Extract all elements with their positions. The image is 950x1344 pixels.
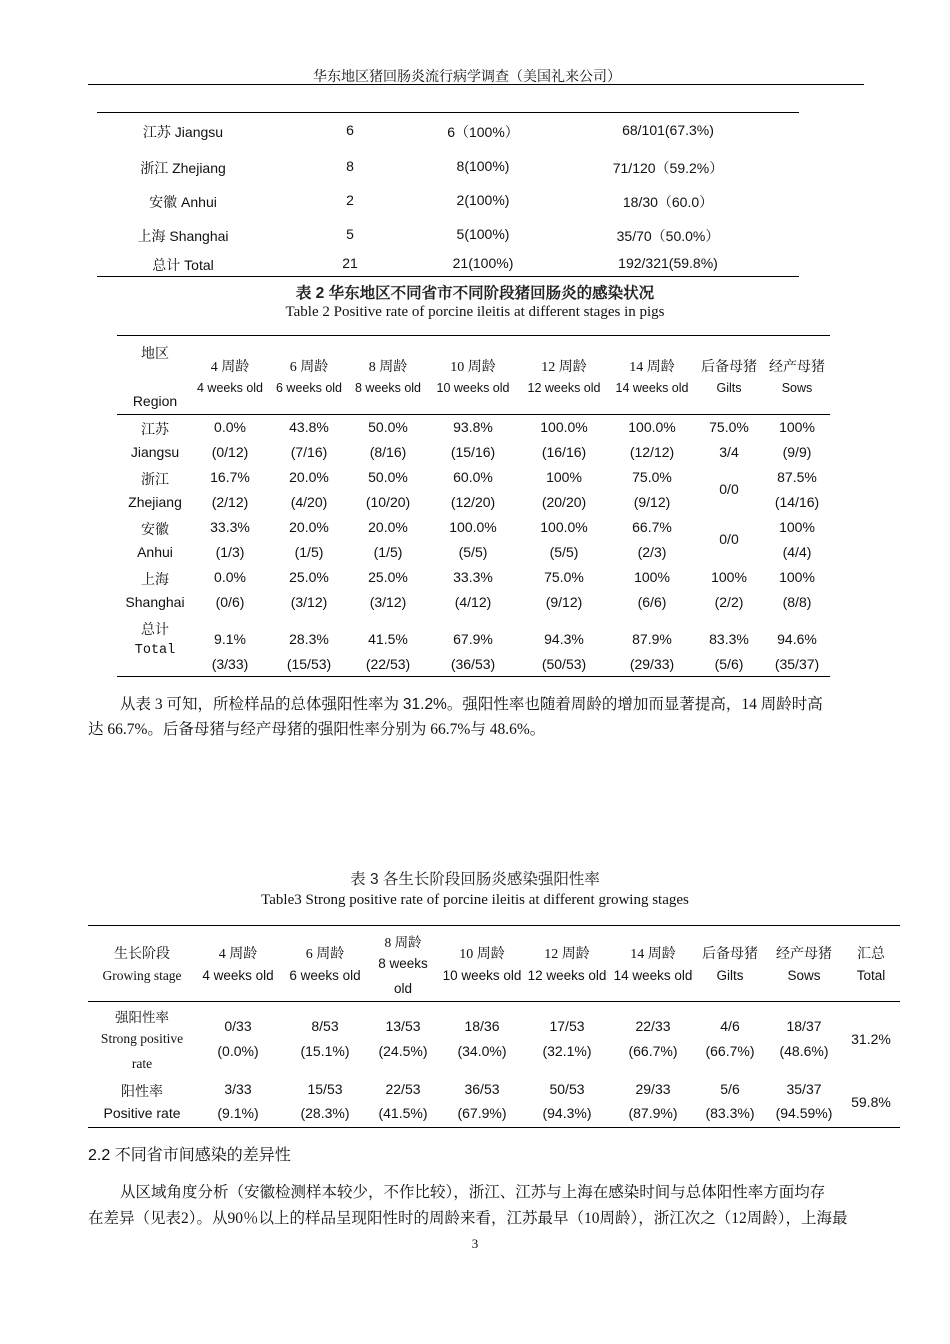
paragraph-2-line-1: 从区域角度分析（安徽检测样本较少，不作比较），浙江、江苏与上海在感染时间与总体阳性率方面均存 — [120, 1184, 826, 1201]
table3-strong-label-en: Strong positive — [100, 1031, 184, 1046]
table3-strong-frac: 17/53 — [549, 1018, 585, 1034]
table3-positive-frac: 15/53 — [307, 1081, 343, 1097]
table3-header-cn: 8 周龄 — [384, 935, 422, 950]
table1-cell-farms: 6 — [346, 122, 354, 138]
table1-cell-samples: 35/70（50.0%） — [616, 228, 720, 244]
table2-cell-frac: (8/16) — [369, 444, 407, 460]
table3-header-cn: 生长阶段 — [114, 947, 170, 962]
table3-caption-en: Table3 Strong positive rate of porcine ileitis at different growing stages — [261, 892, 689, 908]
paragraph-1-line-1 — [120, 692, 823, 714]
table3-strong-label-en2: rate — [131, 1056, 153, 1071]
table2-cell-frac: (50/53) — [541, 656, 587, 672]
table3-strong-frac: 22/33 — [635, 1018, 671, 1034]
table2-row-label-en: Shanghai — [125, 594, 185, 610]
table3-strong-pct: (15.1%) — [300, 1043, 350, 1059]
table2-cell-pct: 87.5% — [777, 469, 817, 485]
para1-strong-rate: 31.2% — [402, 696, 447, 713]
table3-header-cn: 经产母猪 — [776, 947, 832, 962]
table1-cell-positive_farms: 2(100%) — [456, 192, 510, 208]
table3-header-en-extra: old — [393, 981, 413, 996]
table2-header-en: 14 weeks old — [615, 381, 689, 395]
table2-cell-frac: (0/12) — [211, 444, 249, 460]
table2-cell-pct: 20.0% — [368, 519, 408, 535]
table3-strong-pct: (66.7%) — [628, 1043, 678, 1059]
table3-header-en: 6 weeks old — [289, 968, 361, 983]
table2-cell-frac: (10/20) — [365, 494, 411, 510]
table2-cell-pct: 100% — [779, 519, 815, 535]
table3-header-cn: 12 周龄 — [544, 947, 590, 962]
table3-strong-pct: (24.5%) — [378, 1043, 428, 1059]
table2-row-label-cn: 上海 — [141, 573, 169, 588]
table3-header-cn: 10 周龄 — [459, 947, 505, 962]
table2-cell-pct: 50.0% — [368, 419, 408, 435]
table3-header-cn: 后备母猪 — [702, 947, 758, 962]
table2-header-en: 10 weeks old — [436, 381, 510, 395]
table3-strong-frac: 8/53 — [311, 1018, 339, 1034]
table3-header-en: Total — [856, 968, 886, 983]
table1-cell-farms: 21 — [342, 255, 358, 271]
table3-positive-pct: (83.3%) — [705, 1105, 755, 1121]
table3-header-en: 10 weeks old — [442, 968, 522, 983]
table2-cell-pct: 100.0% — [540, 419, 588, 435]
table2-header-rule — [117, 414, 830, 415]
table2-row-label-en: Jiangsu — [130, 444, 180, 460]
table2-row-label-en: Total — [134, 643, 176, 658]
table3-strong-frac: 13/53 — [385, 1018, 421, 1034]
para1-text-a: 从表 3 可知，所检样品的总体强阳性率为 — [120, 696, 403, 713]
table1-cell-farms: 5 — [346, 226, 354, 242]
table1-cell-region: 江苏 Jiangsu — [142, 124, 224, 140]
table2-cell-frac: (36/53) — [450, 656, 496, 672]
table3-positive-label-en: Positive rate — [103, 1105, 181, 1121]
table2-cell-frac: (20/20) — [541, 494, 587, 510]
table2-cell-pct: 83.3% — [709, 631, 749, 647]
section-heading: 2.2 不同省市间感染的差异性 — [88, 1147, 291, 1164]
table3-positive-frac: 5/6 — [720, 1081, 740, 1097]
table2-cell-pct: 20.0% — [289, 469, 329, 485]
table2-header-cn: 14 周龄 — [629, 360, 675, 375]
table3-positive-frac: 35/37 — [786, 1081, 822, 1097]
table2-cell-frac: (4/20) — [290, 494, 328, 510]
table3-header-en: Gilts — [716, 968, 744, 983]
table1-cell-region: 浙江 Zhejiang — [140, 160, 226, 176]
table3-header-cn: 14 周龄 — [630, 947, 676, 962]
table1-cell-farms: 8 — [346, 158, 354, 174]
table1-cell-region: 安徽 Anhui — [149, 194, 217, 210]
table3-header-en: 8 weeks — [378, 956, 428, 971]
table2-cell-gilts: 0/0 — [719, 531, 739, 547]
table2-cell-frac: (12/12) — [629, 444, 675, 460]
table2-cell-pct: 100.0% — [449, 519, 497, 535]
table3-positive-label-cn: 阳性率 — [121, 1085, 163, 1100]
table3-positive-pct: (87.9%) — [628, 1105, 678, 1121]
table2-cell-pct: 33.3% — [453, 569, 493, 585]
table3-positive-pct: (94.3%) — [542, 1105, 592, 1121]
header-rule — [88, 84, 864, 85]
table2-caption-cn: 表 2 华东地区不同省市不同阶段猪回肠炎的感染状况 — [295, 285, 655, 302]
table3-bottom-rule — [88, 1127, 900, 1128]
table2-cell-frac: (2/12) — [211, 494, 249, 510]
table3-strong-pct: (32.1%) — [542, 1043, 592, 1059]
table1-cell-region: 上海 Shanghai — [137, 228, 229, 244]
table3-positive-pct: (41.5%) — [378, 1105, 428, 1121]
table2-cell-frac: (8/8) — [782, 594, 812, 610]
table2-cell-pct: 75.0% — [709, 419, 749, 435]
table3-header-en: Sows — [787, 968, 821, 983]
table3-positive-pct: (28.3%) — [300, 1105, 350, 1121]
table2-cell-pct: 0.0% — [214, 419, 246, 435]
table2-header-en: 4 weeks old — [196, 381, 264, 395]
table2-cell-pct: 100% — [546, 469, 582, 485]
table1-cell-positive_farms: 6（100%） — [447, 124, 519, 140]
para1-text-c: 。强阳性率也随着周龄的增加而显著提高，14 周龄时高 — [446, 696, 823, 713]
table3-header-cn: 6 周龄 — [305, 947, 345, 962]
table2-cell-pct: 100% — [779, 419, 815, 435]
table3-caption-cn: 表 3 各生长阶段回肠炎感染强阳性率 — [350, 871, 600, 888]
table2-header-cn: 4 周龄 — [210, 360, 250, 375]
table2-cell-pct: 50.0% — [368, 469, 408, 485]
table2-cell-frac: (35/37) — [774, 656, 820, 672]
table2-cell-frac: (3/12) — [290, 594, 328, 610]
table1-cell-samples: 71/120（59.2%） — [612, 160, 724, 176]
table1-bottom-rule — [97, 276, 799, 277]
table2-cell-frac: (2/2) — [714, 594, 744, 610]
table2-cell-pct: 20.0% — [289, 519, 329, 535]
table2-cell-pct: 100.0% — [540, 519, 588, 535]
table2-header-en: Sows — [781, 381, 813, 395]
table3-header-rule — [88, 1001, 900, 1002]
table2-header-en: 12 weeks old — [527, 381, 601, 395]
table3-positive-frac: 36/53 — [464, 1081, 500, 1097]
table2-cell-frac: (29/33) — [629, 656, 675, 672]
table2-cell-frac: (14/16) — [774, 494, 820, 510]
table2-header-cn: 12 周龄 — [541, 360, 587, 375]
table2-cell-pct: 25.0% — [289, 569, 329, 585]
table2-row-label-cn: 安徽 — [141, 523, 169, 538]
table3-header-cn: 4 周龄 — [218, 947, 258, 962]
table2-cell-frac: (1/5) — [294, 544, 324, 560]
table2-cell-pct: 0.0% — [214, 569, 246, 585]
table3-top-rule — [88, 925, 900, 926]
table2-row-label-cn: 总计 — [141, 623, 169, 638]
table2-header-region-en: Region — [132, 393, 178, 409]
table2-header-en: Gilts — [716, 381, 742, 395]
table2-row-label-cn: 江苏 — [141, 423, 169, 438]
table3-strong-pct: (66.7%) — [705, 1043, 755, 1059]
table3-positive-total: 59.8% — [851, 1094, 891, 1110]
table3-positive-frac: 29/33 — [635, 1081, 671, 1097]
table2-cell-pct: 100% — [634, 569, 670, 585]
table2-row-label-cn: 浙江 — [141, 473, 169, 488]
table2-header-en: 8 weeks old — [354, 381, 422, 395]
table2-cell-frac: (15/16) — [450, 444, 496, 460]
table2-cell-pct: 87.9% — [632, 631, 672, 647]
table2-cell-pct: 94.3% — [544, 631, 584, 647]
table2-cell-pct: 43.8% — [289, 419, 329, 435]
table2-cell-frac: (6/6) — [637, 594, 667, 610]
paragraph-1-line-2: 达 66.7%。后备母猪与经产母猪的强阳性率分别为 66.7%与 48.6%。 — [88, 721, 546, 738]
table1-cell-samples: 18/30（60.0） — [622, 194, 714, 210]
table1-cell-region: 总计 Total — [152, 257, 214, 273]
table1-top-rule — [97, 112, 799, 113]
table2-cell-pct: 41.5% — [368, 631, 408, 647]
table3-positive-frac: 22/53 — [385, 1081, 421, 1097]
table1-cell-positive_farms: 21(100%) — [452, 255, 514, 271]
table2-cell-pct: 16.7% — [210, 469, 250, 485]
table2-cell-pct: 33.3% — [210, 519, 250, 535]
table2-cell-pct: 60.0% — [453, 469, 493, 485]
table3-header-en: 14 weeks old — [613, 968, 693, 983]
table2-bottom-rule — [117, 676, 830, 677]
table3-positive-frac: 3/33 — [224, 1081, 252, 1097]
table2-row-label-en: Zhejiang — [128, 494, 182, 510]
table2-cell-frac: (7/16) — [290, 444, 328, 460]
table3-positive-frac: 50/53 — [549, 1081, 585, 1097]
table2-header-cn: 8 周龄 — [368, 360, 408, 375]
table2-cell-pct: 100% — [711, 569, 747, 585]
table2-cell-frac: (16/16) — [541, 444, 587, 460]
table2-cell-frac: (1/5) — [373, 544, 403, 560]
table3-strong-pct: (0.0%) — [217, 1043, 259, 1059]
table2-cell-frac: (9/12) — [633, 494, 671, 510]
table2-cell-pct: 25.0% — [368, 569, 408, 585]
paragraph-2-line-2: 在差异（见表2）。从90％以上的样品呈现阳性时的周龄来看，江苏最早（10周龄），浙江次之（12周龄），上海最 — [88, 1210, 848, 1227]
table2-top-rule — [117, 335, 830, 336]
table2-header-region-cn: 地区 — [141, 347, 169, 362]
table2-header-cn: 6 周龄 — [289, 360, 329, 375]
table3-positive-pct: (67.9%) — [457, 1105, 507, 1121]
table2-cell-frac: (4/12) — [454, 594, 492, 610]
running-header: 华东地区猪回肠炎流行病学调查（美国礼来公司） — [313, 70, 621, 85]
table3-strong-frac: 18/36 — [464, 1018, 500, 1034]
table2-cell-frac: (5/6) — [714, 656, 744, 672]
table2-cell-gilts: 0/0 — [719, 481, 739, 497]
table3-strong-frac: 18/37 — [786, 1018, 822, 1034]
table2-cell-pct: 100.0% — [628, 419, 676, 435]
table2-cell-pct: 94.6% — [777, 631, 817, 647]
page-number: 3 — [471, 1236, 479, 1251]
table2-cell-pct: 9.1% — [214, 631, 246, 647]
table2-cell-pct: 67.9% — [453, 631, 493, 647]
table2-cell-frac: (15/53) — [286, 656, 332, 672]
table1-cell-positive_farms: 5(100%) — [456, 226, 510, 242]
table2-cell-pct: 66.7% — [632, 519, 672, 535]
table2-cell-frac: (3/12) — [369, 594, 407, 610]
table2-cell-pct: 93.8% — [453, 419, 493, 435]
table2-cell-frac: 3/4 — [719, 444, 739, 460]
table3-strong-pct: (48.6%) — [779, 1043, 829, 1059]
table2-cell-pct: 75.0% — [632, 469, 672, 485]
table2-caption-en: Table 2 Positive rate of porcine ileitis at different stages in pigs — [285, 304, 665, 320]
table2-cell-pct: 28.3% — [289, 631, 329, 647]
table3-strong-frac: 0/33 — [224, 1018, 252, 1034]
table3-strong-pct: (34.0%) — [457, 1043, 507, 1059]
table1-cell-samples: 192/321(59.8%) — [618, 255, 718, 271]
table3-strong-label-cn: 强阳性率 — [115, 1010, 169, 1025]
table1-cell-farms: 2 — [346, 192, 354, 208]
table2-cell-frac: (3/33) — [211, 656, 249, 672]
table2-header-cn: 经产母猪 — [769, 360, 825, 375]
table2-cell-frac: (22/53) — [365, 656, 411, 672]
table3-strong-frac: 4/6 — [720, 1018, 740, 1034]
table3-strong-total: 31.2% — [851, 1031, 891, 1047]
table2-cell-pct: 100% — [779, 569, 815, 585]
table2-cell-pct: 75.0% — [544, 569, 584, 585]
table2-row-label-en: Anhui — [137, 544, 173, 560]
table2-cell-frac: (12/20) — [450, 494, 496, 510]
table1-cell-positive_farms: 8(100%) — [456, 158, 510, 174]
table3-header-en: 4 weeks old — [202, 968, 274, 983]
table2-cell-frac: (1/3) — [215, 544, 245, 560]
table3-header-en: 12 weeks old — [527, 968, 607, 983]
table2-cell-frac: (2/3) — [637, 544, 667, 560]
table3-positive-pct: (9.1%) — [217, 1105, 259, 1121]
table2-header-cn: 后备母猪 — [701, 360, 757, 375]
table2-header-cn: 10 周龄 — [450, 360, 496, 375]
table2-cell-frac: (5/5) — [458, 544, 488, 560]
table2-cell-frac: (9/12) — [545, 594, 583, 610]
table3-header-cn: 汇总 — [857, 947, 885, 962]
table2-cell-frac: (4/4) — [782, 544, 812, 560]
table1-cell-samples: 68/101(67.3%) — [622, 122, 714, 138]
table2-cell-frac: (0/6) — [215, 594, 245, 610]
table3-positive-pct: (94.59%) — [775, 1105, 833, 1121]
table2-cell-frac: (5/5) — [549, 544, 579, 560]
table2-header-en: 6 weeks old — [275, 381, 343, 395]
table2-cell-frac: (9/9) — [782, 444, 812, 460]
table3-header-en: Growing stage — [102, 968, 182, 983]
